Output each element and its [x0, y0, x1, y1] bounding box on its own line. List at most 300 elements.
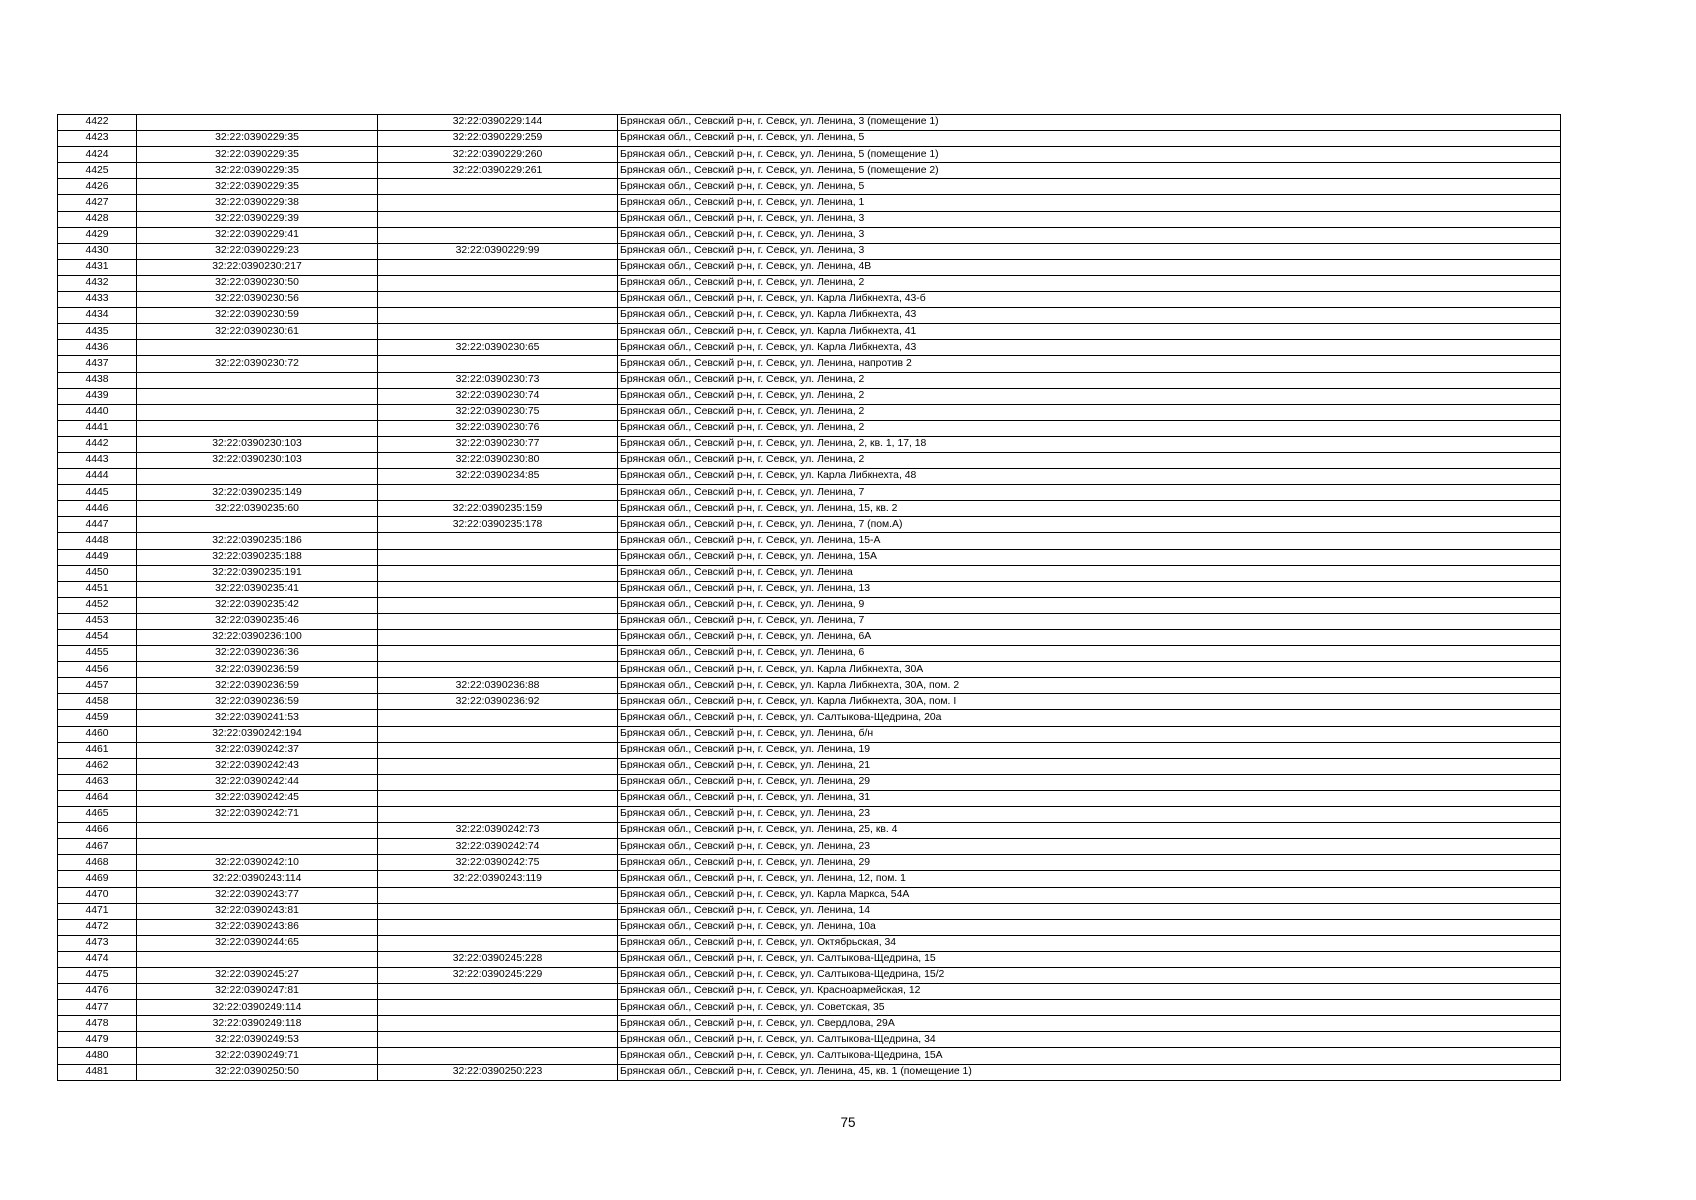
- address-cell: Брянская обл., Севский р-н, г. Севск, ул. Ленина, 23: [618, 807, 1561, 823]
- table-row: [58, 1032, 1561, 1048]
- table-row: [58, 163, 1561, 179]
- table-row: [58, 420, 1561, 436]
- address-cell: Брянская обл., Севский р-н, г. Севск, ул. Карла Либкнехта, 43-б: [618, 292, 1561, 308]
- table-row: [58, 887, 1561, 903]
- address-cell: Брянская обл., Севский р-н, г. Севск, ул. Ленина, 3: [618, 211, 1561, 227]
- row-number-cell: 4433: [58, 292, 137, 308]
- object-cadastral-number-cell: [378, 742, 618, 758]
- address-cell: Брянская обл., Севский р-н, г. Севск, ул. Ленина, 25, кв. 4: [618, 823, 1561, 839]
- address-cell: Брянская обл., Севский р-н, г. Севск, ул. Ленина, 2: [618, 275, 1561, 291]
- row-number-cell: 4451: [58, 581, 137, 597]
- cadastral-number-cell: 32:22:0390229:35: [137, 163, 378, 179]
- cadastral-number-cell: 32:22:0390243:81: [137, 903, 378, 919]
- cadastral-number-cell: 32:22:0390235:41: [137, 581, 378, 597]
- address-cell: Брянская обл., Севский р-н, г. Севск, ул. Советская, 35: [618, 1000, 1561, 1016]
- table-row: [58, 388, 1561, 404]
- table-row: [58, 436, 1561, 452]
- address-cell: Брянская обл., Севский р-н, г. Севск, ул. Ленина, 7: [618, 485, 1561, 501]
- row-number-cell: 4444: [58, 469, 137, 485]
- table-row: [58, 356, 1561, 372]
- address-cell: Брянская обл., Севский р-н, г. Севск, ул. Ленина, 13: [618, 581, 1561, 597]
- object-cadastral-number-cell: [378, 581, 618, 597]
- cadastral-number-cell: 32:22:0390236:59: [137, 694, 378, 710]
- row-number-cell: 4465: [58, 807, 137, 823]
- table-row: [58, 340, 1561, 356]
- row-number-cell: 4437: [58, 356, 137, 372]
- cadastral-number-cell: [137, 951, 378, 967]
- row-number-cell: 4458: [58, 694, 137, 710]
- row-number-cell: 4453: [58, 613, 137, 629]
- object-cadastral-number-cell: 32:22:0390229:260: [378, 147, 618, 163]
- cadastral-number-cell: 32:22:0390249:114: [137, 1000, 378, 1016]
- cadastral-number-cell: 32:22:0390236:59: [137, 662, 378, 678]
- address-cell: Брянская обл., Севский р-н, г. Севск, ул. Ленина, 2, кв. 1, 17, 18: [618, 436, 1561, 452]
- row-number-cell: 4432: [58, 275, 137, 291]
- table-row: [58, 823, 1561, 839]
- table-row: [58, 790, 1561, 806]
- object-cadastral-number-cell: 32:22:0390242:74: [378, 839, 618, 855]
- table-row: [58, 452, 1561, 468]
- table-row: [58, 131, 1561, 147]
- address-cell: Брянская обл., Севский р-н, г. Севск, ул. Ленина, 19: [618, 742, 1561, 758]
- row-number-cell: 4446: [58, 501, 137, 517]
- row-number-cell: 4456: [58, 662, 137, 678]
- address-cell: Брянская обл., Севский р-н, г. Севск, ул. Ленина, 45, кв. 1 (помещение 1): [618, 1064, 1561, 1080]
- row-number-cell: 4469: [58, 871, 137, 887]
- address-cell: Брянская обл., Севский р-н, г. Севск, ул. Ленина, 5 (помещение 2): [618, 163, 1561, 179]
- cadastral-number-cell: 32:22:0390235:149: [137, 485, 378, 501]
- address-cell: Брянская обл., Севский р-н, г. Севск, ул. Ленина, 3: [618, 227, 1561, 243]
- address-cell: Брянская обл., Севский р-н, г. Севск, ул. Ленина, 15-А: [618, 533, 1561, 549]
- table-row: [58, 372, 1561, 388]
- table-row: [58, 549, 1561, 565]
- address-cell: Брянская обл., Севский р-н, г. Севск, ул. Ленина, 10а: [618, 919, 1561, 935]
- row-number-cell: 4464: [58, 790, 137, 806]
- table-row: [58, 469, 1561, 485]
- address-cell: Брянская обл., Севский р-н, г. Севск, ул. Карла Маркса, 54А: [618, 887, 1561, 903]
- address-cell: Брянская обл., Севский р-н, г. Севск, ул. Ленина, 23: [618, 839, 1561, 855]
- table-row: [58, 758, 1561, 774]
- object-cadastral-number-cell: 32:22:0390236:88: [378, 678, 618, 694]
- object-cadastral-number-cell: 32:22:0390230:65: [378, 340, 618, 356]
- row-number-cell: 4436: [58, 340, 137, 356]
- row-number-cell: 4476: [58, 984, 137, 1000]
- object-cadastral-number-cell: [378, 1000, 618, 1016]
- object-cadastral-number-cell: [378, 485, 618, 501]
- object-cadastral-number-cell: [378, 259, 618, 275]
- table-row: [58, 903, 1561, 919]
- table-row: [58, 839, 1561, 855]
- object-cadastral-number-cell: 32:22:0390230:77: [378, 436, 618, 452]
- address-cell: Брянская обл., Севский р-н, г. Севск, ул. Ленина, 21: [618, 758, 1561, 774]
- table-row: [58, 1048, 1561, 1064]
- address-cell: Брянская обл., Севский р-н, г. Севск, ул. Ленина, 3 (помещение 1): [618, 115, 1561, 131]
- table-row: [58, 742, 1561, 758]
- row-number-cell: 4443: [58, 452, 137, 468]
- table-row: [58, 967, 1561, 983]
- address-cell: Брянская обл., Севский р-н, г. Севск, ул. Ленина, 15, кв. 2: [618, 501, 1561, 517]
- registry-table: [57, 114, 1561, 1081]
- address-cell: Брянская обл., Севский р-н, г. Севск, ул. Салтыкова-Щедрина, 20а: [618, 710, 1561, 726]
- row-number-cell: 4459: [58, 710, 137, 726]
- object-cadastral-number-cell: [378, 227, 618, 243]
- object-cadastral-number-cell: 32:22:0390229:261: [378, 163, 618, 179]
- cadastral-number-cell: 32:22:0390242:44: [137, 774, 378, 790]
- cadastral-number-cell: 32:22:0390242:71: [137, 807, 378, 823]
- object-cadastral-number-cell: [378, 613, 618, 629]
- row-number-cell: 4440: [58, 404, 137, 420]
- address-cell: Брянская обл., Севский р-н, г. Севск, ул. Салтыкова-Щедрина, 15: [618, 951, 1561, 967]
- row-number-cell: 4471: [58, 903, 137, 919]
- address-cell: Брянская обл., Севский р-н, г. Севск, ул. Свердлова, 29А: [618, 1016, 1561, 1032]
- table-row: [58, 147, 1561, 163]
- row-number-cell: 4466: [58, 823, 137, 839]
- object-cadastral-number-cell: 32:22:0390234:85: [378, 469, 618, 485]
- address-cell: Брянская обл., Севский р-н, г. Севск, ул. Ленина, 2: [618, 420, 1561, 436]
- address-cell: Брянская обл., Севский р-н, г. Севск, ул. Ленина, 12, пом. 1: [618, 871, 1561, 887]
- address-cell: Брянская обл., Севский р-н, г. Севск, ул. Ленина, 2: [618, 372, 1561, 388]
- table-row: [58, 710, 1561, 726]
- row-number-cell: 4422: [58, 115, 137, 131]
- row-number-cell: 4427: [58, 195, 137, 211]
- object-cadastral-number-cell: [378, 630, 618, 646]
- cadastral-number-cell: 32:22:0390235:191: [137, 565, 378, 581]
- cadastral-number-cell: 32:22:0390242:37: [137, 742, 378, 758]
- cadastral-number-cell: 32:22:0390243:114: [137, 871, 378, 887]
- table-row: [58, 404, 1561, 420]
- row-number-cell: 4463: [58, 774, 137, 790]
- address-cell: Брянская обл., Севский р-н, г. Севск, ул. Ленина, 31: [618, 790, 1561, 806]
- cadastral-number-cell: 32:22:0390229:35: [137, 147, 378, 163]
- address-cell: Брянская обл., Севский р-н, г. Севск, ул. Карла Либкнехта, 41: [618, 324, 1561, 340]
- cadastral-number-cell: 32:22:0390249:118: [137, 1016, 378, 1032]
- address-cell: Брянская обл., Севский р-н, г. Севск, ул. Ленина, 2: [618, 404, 1561, 420]
- cadastral-number-cell: [137, 115, 378, 131]
- object-cadastral-number-cell: [378, 1048, 618, 1064]
- table-row: [58, 211, 1561, 227]
- row-number-cell: 4450: [58, 565, 137, 581]
- cadastral-number-cell: 32:22:0390235:188: [137, 549, 378, 565]
- object-cadastral-number-cell: 32:22:0390245:229: [378, 967, 618, 983]
- address-cell: Брянская обл., Севский р-н, г. Севск, ул. Ленина, 2: [618, 388, 1561, 404]
- row-number-cell: 4438: [58, 372, 137, 388]
- object-cadastral-number-cell: [378, 774, 618, 790]
- table-row: [58, 275, 1561, 291]
- row-number-cell: 4449: [58, 549, 137, 565]
- object-cadastral-number-cell: [378, 179, 618, 195]
- cadastral-number-cell: [137, 469, 378, 485]
- cadastral-number-cell: 32:22:0390243:77: [137, 887, 378, 903]
- object-cadastral-number-cell: [378, 919, 618, 935]
- address-cell: Брянская обл., Севский р-н, г. Севск, ул. Ленина, 3: [618, 243, 1561, 259]
- row-number-cell: 4478: [58, 1016, 137, 1032]
- cadastral-number-cell: 32:22:0390229:35: [137, 179, 378, 195]
- cadastral-number-cell: [137, 404, 378, 420]
- object-cadastral-number-cell: 32:22:0390242:75: [378, 855, 618, 871]
- cadastral-number-cell: 32:22:0390230:103: [137, 452, 378, 468]
- address-cell: Брянская обл., Севский р-н, г. Севск, ул. Карла Либкнехта, 43: [618, 340, 1561, 356]
- cadastral-number-cell: [137, 340, 378, 356]
- address-cell: Брянская обл., Севский р-н, г. Севск, ул. Ленина, 15А: [618, 549, 1561, 565]
- address-cell: Брянская обл., Севский р-н, г. Севск, ул. Салтыкова-Щедрина, 15А: [618, 1048, 1561, 1064]
- table-row: [58, 871, 1561, 887]
- object-cadastral-number-cell: [378, 292, 618, 308]
- table-row: [58, 984, 1561, 1000]
- cadastral-number-cell: 32:22:0390229:38: [137, 195, 378, 211]
- cadastral-number-cell: [137, 517, 378, 533]
- table-row: [58, 517, 1561, 533]
- row-number-cell: 4468: [58, 855, 137, 871]
- cadastral-number-cell: [137, 420, 378, 436]
- row-number-cell: 4445: [58, 485, 137, 501]
- cadastral-number-cell: 32:22:0390230:217: [137, 259, 378, 275]
- row-number-cell: 4425: [58, 163, 137, 179]
- row-number-cell: 4473: [58, 935, 137, 951]
- address-cell: Брянская обл., Севский р-н, г. Севск, ул. Ленина, 7 (пом.А): [618, 517, 1561, 533]
- row-number-cell: 4475: [58, 967, 137, 983]
- object-cadastral-number-cell: [378, 533, 618, 549]
- table-row: [58, 630, 1561, 646]
- cadastral-number-cell: 32:22:0390244:65: [137, 935, 378, 951]
- address-cell: Брянская обл., Севский р-н, г. Севск, ул. Ленина, 29: [618, 774, 1561, 790]
- address-cell: Брянская обл., Севский р-н, г. Севск, ул. Ленина, 29: [618, 855, 1561, 871]
- cadastral-number-cell: 32:22:0390230:103: [137, 436, 378, 452]
- cadastral-number-cell: 32:22:0390242:194: [137, 726, 378, 742]
- address-cell: Брянская обл., Севский р-н, г. Севск, ул. Ленина, 4В: [618, 259, 1561, 275]
- object-cadastral-number-cell: [378, 758, 618, 774]
- object-cadastral-number-cell: [378, 726, 618, 742]
- object-cadastral-number-cell: 32:22:0390235:159: [378, 501, 618, 517]
- table-row: [58, 678, 1561, 694]
- cadastral-number-cell: 32:22:0390229:23: [137, 243, 378, 259]
- object-cadastral-number-cell: [378, 903, 618, 919]
- object-cadastral-number-cell: 32:22:0390230:80: [378, 452, 618, 468]
- cadastral-number-cell: 32:22:0390242:43: [137, 758, 378, 774]
- table-row: [58, 613, 1561, 629]
- object-cadastral-number-cell: 32:22:0390245:228: [378, 951, 618, 967]
- object-cadastral-number-cell: [378, 597, 618, 613]
- row-number-cell: 4423: [58, 131, 137, 147]
- object-cadastral-number-cell: 32:22:0390235:178: [378, 517, 618, 533]
- address-cell: Брянская обл., Севский р-н, г. Севск, ул. Салтыкова-Щедрина, 15/2: [618, 967, 1561, 983]
- cadastral-number-cell: 32:22:0390235:186: [137, 533, 378, 549]
- row-number-cell: 4424: [58, 147, 137, 163]
- cadastral-number-cell: 32:22:0390230:59: [137, 308, 378, 324]
- address-cell: Брянская обл., Севский р-н, г. Севск, ул. Салтыкова-Щедрина, 34: [618, 1032, 1561, 1048]
- row-number-cell: 4441: [58, 420, 137, 436]
- table-row: [58, 1064, 1561, 1080]
- row-number-cell: 4470: [58, 887, 137, 903]
- address-cell: Брянская обл., Севский р-н, г. Севск, ул. Ленина, 5: [618, 131, 1561, 147]
- object-cadastral-number-cell: [378, 790, 618, 806]
- address-cell: Брянская обл., Севский р-н, г. Севск, ул. Ленина, 6: [618, 646, 1561, 662]
- table-row: [58, 726, 1561, 742]
- row-number-cell: 4430: [58, 243, 137, 259]
- table-row: [58, 324, 1561, 340]
- address-cell: Брянская обл., Севский р-н, г. Севск, ул. Ленина: [618, 565, 1561, 581]
- cadastral-number-cell: 32:22:0390230:50: [137, 275, 378, 291]
- object-cadastral-number-cell: [378, 356, 618, 372]
- table-row: [58, 195, 1561, 211]
- object-cadastral-number-cell: 32:22:0390230:74: [378, 388, 618, 404]
- row-number-cell: 4461: [58, 742, 137, 758]
- table-row: [58, 919, 1561, 935]
- table-row: [58, 1016, 1561, 1032]
- row-number-cell: 4452: [58, 597, 137, 613]
- cadastral-number-cell: 32:22:0390249:71: [137, 1048, 378, 1064]
- row-number-cell: 4447: [58, 517, 137, 533]
- cadastral-number-cell: 32:22:0390235:60: [137, 501, 378, 517]
- row-number-cell: 4435: [58, 324, 137, 340]
- object-cadastral-number-cell: [378, 646, 618, 662]
- table-row: [58, 179, 1561, 195]
- row-number-cell: 4439: [58, 388, 137, 404]
- address-cell: Брянская обл., Севский р-н, г. Севск, ул. Красноармейская, 12: [618, 984, 1561, 1000]
- address-cell: Брянская обл., Севский р-н, г. Севск, ул. Ленина, 6А: [618, 630, 1561, 646]
- object-cadastral-number-cell: 32:22:0390230:75: [378, 404, 618, 420]
- row-number-cell: 4426: [58, 179, 137, 195]
- table-row: [58, 581, 1561, 597]
- table-row: [58, 662, 1561, 678]
- object-cadastral-number-cell: [378, 324, 618, 340]
- cadastral-number-cell: 32:22:0390236:36: [137, 646, 378, 662]
- table-row: [58, 292, 1561, 308]
- row-number-cell: 4460: [58, 726, 137, 742]
- object-cadastral-number-cell: [378, 887, 618, 903]
- table-row: [58, 807, 1561, 823]
- address-cell: Брянская обл., Севский р-н, г. Севск, ул. Ленина, 7: [618, 613, 1561, 629]
- address-cell: Брянская обл., Севский р-н, г. Севск, ул. Ленина, напротив 2: [618, 356, 1561, 372]
- table-row: [58, 1000, 1561, 1016]
- address-cell: Брянская обл., Севский р-н, г. Севск, ул. Ленина, 14: [618, 903, 1561, 919]
- address-cell: Брянская обл., Севский р-н, г. Севск, ул. Ленина, б/н: [618, 726, 1561, 742]
- address-cell: Брянская обл., Севский р-н, г. Севск, ул. Карла Либкнехта, 43: [618, 308, 1561, 324]
- row-number-cell: 4472: [58, 919, 137, 935]
- row-number-cell: 4455: [58, 646, 137, 662]
- row-number-cell: 4434: [58, 308, 137, 324]
- cadastral-number-cell: 32:22:0390242:45: [137, 790, 378, 806]
- cadastral-number-cell: 32:22:0390230:56: [137, 292, 378, 308]
- cadastral-number-cell: [137, 372, 378, 388]
- object-cadastral-number-cell: 32:22:0390242:73: [378, 823, 618, 839]
- row-number-cell: 4457: [58, 678, 137, 694]
- registry-table-body: [58, 115, 1561, 1081]
- table-row: [58, 501, 1561, 517]
- table-row: [58, 227, 1561, 243]
- cadastral-number-cell: 32:22:0390243:86: [137, 919, 378, 935]
- row-number-cell: 4462: [58, 758, 137, 774]
- cadastral-number-cell: 32:22:0390247:81: [137, 984, 378, 1000]
- table-row: [58, 243, 1561, 259]
- row-number-cell: 4477: [58, 1000, 137, 1016]
- object-cadastral-number-cell: 32:22:0390236:92: [378, 694, 618, 710]
- address-cell: Брянская обл., Севский р-н, г. Севск, ул. Ленина, 1: [618, 195, 1561, 211]
- cadastral-number-cell: 32:22:0390245:27: [137, 967, 378, 983]
- object-cadastral-number-cell: [378, 565, 618, 581]
- table-row: [58, 694, 1561, 710]
- row-number-cell: 4442: [58, 436, 137, 452]
- table-row: [58, 935, 1561, 951]
- table-row: [58, 774, 1561, 790]
- object-cadastral-number-cell: [378, 308, 618, 324]
- table-row: [58, 533, 1561, 549]
- row-number-cell: 4479: [58, 1032, 137, 1048]
- object-cadastral-number-cell: [378, 662, 618, 678]
- address-cell: Брянская обл., Севский р-н, г. Севск, ул. Карла Либкнехта, 48: [618, 469, 1561, 485]
- object-cadastral-number-cell: 32:22:0390243:119: [378, 871, 618, 887]
- cadastral-number-cell: 32:22:0390229:41: [137, 227, 378, 243]
- object-cadastral-number-cell: [378, 935, 618, 951]
- cadastral-number-cell: 32:22:0390229:39: [137, 211, 378, 227]
- cadastral-number-cell: 32:22:0390236:100: [137, 630, 378, 646]
- address-cell: Брянская обл., Севский р-н, г. Севск, ул. Ленина, 5: [618, 179, 1561, 195]
- page-number: 75: [840, 1115, 856, 1130]
- object-cadastral-number-cell: 32:22:0390230:73: [378, 372, 618, 388]
- object-cadastral-number-cell: 32:22:0390229:99: [378, 243, 618, 259]
- table-row: [58, 855, 1561, 871]
- object-cadastral-number-cell: [378, 195, 618, 211]
- cadastral-number-cell: 32:22:0390235:46: [137, 613, 378, 629]
- row-number-cell: 4474: [58, 951, 137, 967]
- address-cell: Брянская обл., Севский р-н, г. Севск, ул. Октябрьская, 34: [618, 935, 1561, 951]
- cadastral-number-cell: 32:22:0390230:61: [137, 324, 378, 340]
- table-row: [58, 259, 1561, 275]
- cadastral-number-cell: 32:22:0390242:10: [137, 855, 378, 871]
- address-cell: Брянская обл., Севский р-н, г. Севск, ул. Ленина, 5 (помещение 1): [618, 147, 1561, 163]
- object-cadastral-number-cell: [378, 1016, 618, 1032]
- row-number-cell: 4429: [58, 227, 137, 243]
- address-cell: Брянская обл., Севский р-н, г. Севск, ул. Карла Либкнехта, 30А, пом. 2: [618, 678, 1561, 694]
- object-cadastral-number-cell: 32:22:0390230:76: [378, 420, 618, 436]
- table-row: [58, 308, 1561, 324]
- cadastral-number-cell: [137, 388, 378, 404]
- object-cadastral-number-cell: 32:22:0390229:144: [378, 115, 618, 131]
- cadastral-number-cell: 32:22:0390230:72: [137, 356, 378, 372]
- cadastral-number-cell: [137, 823, 378, 839]
- object-cadastral-number-cell: [378, 1032, 618, 1048]
- address-cell: Брянская обл., Севский р-н, г. Севск, ул. Ленина, 2: [618, 452, 1561, 468]
- row-number-cell: 4431: [58, 259, 137, 275]
- row-number-cell: 4480: [58, 1048, 137, 1064]
- cadastral-number-cell: 32:22:0390241:53: [137, 710, 378, 726]
- cadastral-number-cell: 32:22:0390250:50: [137, 1064, 378, 1080]
- table-row: [58, 597, 1561, 613]
- table-row: [58, 565, 1561, 581]
- object-cadastral-number-cell: 32:22:0390250:223: [378, 1064, 618, 1080]
- cadastral-number-cell: 32:22:0390229:35: [137, 131, 378, 147]
- object-cadastral-number-cell: 32:22:0390229:259: [378, 131, 618, 147]
- object-cadastral-number-cell: [378, 211, 618, 227]
- object-cadastral-number-cell: [378, 984, 618, 1000]
- object-cadastral-number-cell: [378, 710, 618, 726]
- row-number-cell: 4467: [58, 839, 137, 855]
- table-row: [58, 646, 1561, 662]
- cadastral-number-cell: [137, 839, 378, 855]
- cadastral-number-cell: 32:22:0390236:59: [137, 678, 378, 694]
- table-row: [58, 951, 1561, 967]
- table-row: [58, 485, 1561, 501]
- table-row: [58, 115, 1561, 131]
- row-number-cell: 4454: [58, 630, 137, 646]
- object-cadastral-number-cell: [378, 275, 618, 291]
- cadastral-number-cell: 32:22:0390249:53: [137, 1032, 378, 1048]
- address-cell: Брянская обл., Севский р-н, г. Севск, ул. Карла Либкнехта, 30А, пом. I: [618, 694, 1561, 710]
- row-number-cell: 4428: [58, 211, 137, 227]
- object-cadastral-number-cell: [378, 807, 618, 823]
- object-cadastral-number-cell: [378, 549, 618, 565]
- address-cell: Брянская обл., Севский р-н, г. Севск, ул. Ленина, 9: [618, 597, 1561, 613]
- row-number-cell: 4481: [58, 1064, 137, 1080]
